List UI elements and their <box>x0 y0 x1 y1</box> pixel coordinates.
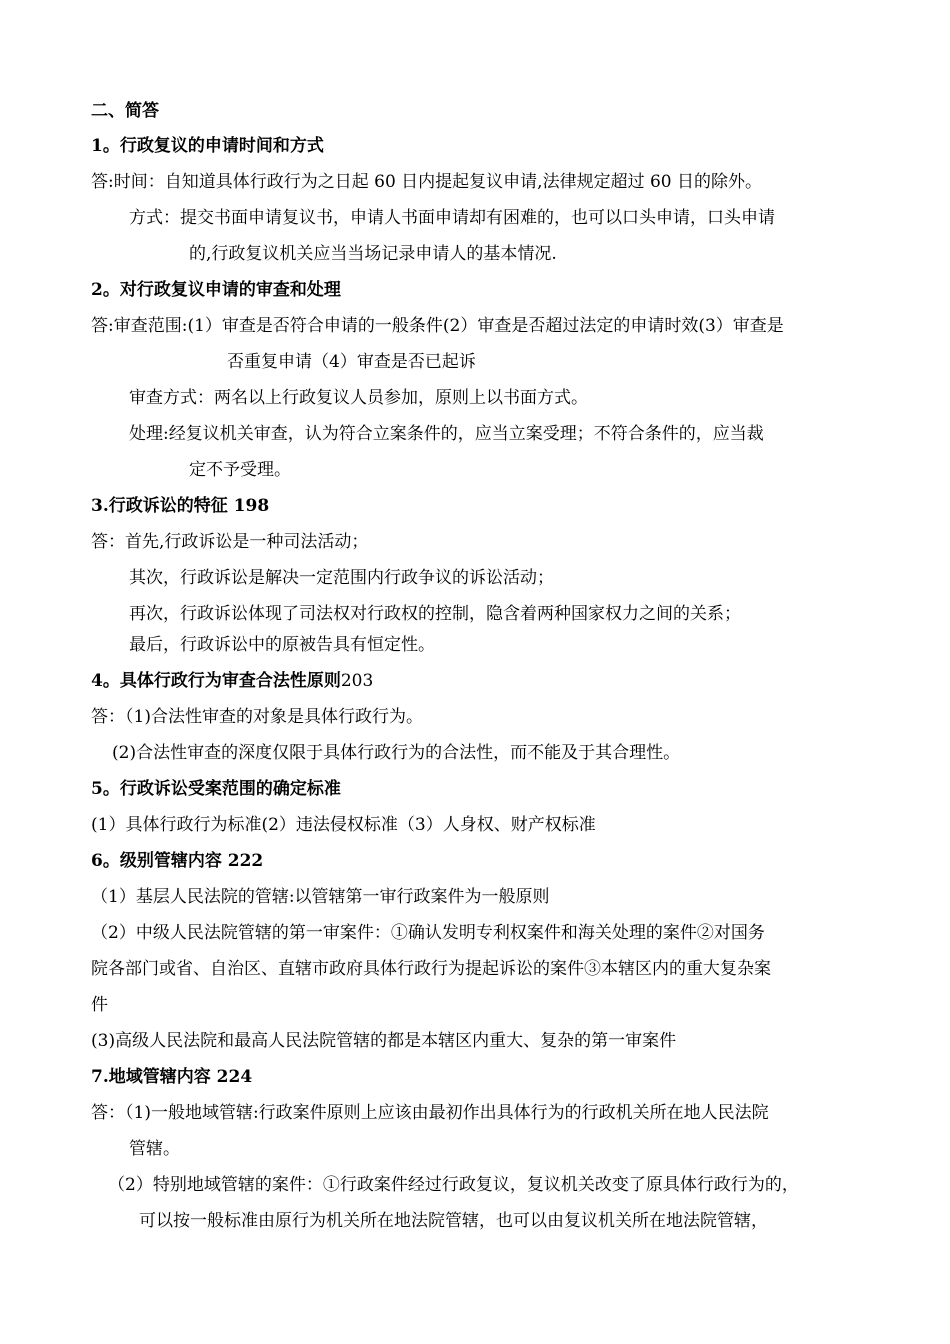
answer-3-line-4: 最后，行政诉讼中的原被告具有恒定性。 <box>129 635 435 655</box>
answer-7-line-4: 可以按一般标准由原行为机关所在地法院管辖，也可以由复议机关所在地法院管辖， <box>139 1211 768 1231</box>
answer-4-line-1: 答：（1)合法性审查的对象是具体行政行为。 <box>91 707 423 727</box>
answer-2-line-2: 否重复申请（4）审查是否已起诉 <box>227 352 476 372</box>
answer-3-line-1: 答：首先,行政诉讼是一种司法活动； <box>91 532 369 552</box>
question-4-page-number: 203 <box>340 671 374 691</box>
answer-2-line-4: 处理:经复议机关审查，认为符合立案条件的，应当立案受理；不符合条件的，应当裁 <box>129 424 764 444</box>
answer-6-line-1: （1）基层人民法院的管辖:以管辖第一审行政案件为一般原则 <box>91 887 550 907</box>
answer-7-line-3: （2）特别地域管辖的案件：①行政案件经过行政复议，复议机关改变了原具体行政行为的， <box>108 1175 799 1195</box>
answer-6-line-3: 院各部门或省、自治区、直辖市政府具体行政行为提起诉讼的案件③本辖区内的重大复杂案 <box>91 959 771 979</box>
answer-6-line-5: (3)高级人民法院和最高人民法院管辖的都是本辖区内重大、复杂的第一审案件 <box>91 1031 677 1051</box>
answer-7-line-1: 答：（1)一般地域管辖:行政案件原则上应该由最初作出具体行为的行政机关所在地人民法院 <box>91 1103 769 1123</box>
question-4-title: 4。具体行政行为审查合法性原则 <box>91 671 341 691</box>
answer-2-line-1: 答:审查范围:(1）审查是否符合申请的一般条件(2）审查是否超过法定的申请时效(3）审查是 <box>91 316 784 336</box>
answer-1-line-2: 方式：提交书面申请复议书，申请人书面申请却有困难的，也可以口头申请，口头申请 <box>129 208 775 228</box>
answer-2-line-3: 审查方式：两名以上行政复议人员参加，原则上以书面方式。 <box>129 388 588 408</box>
question-2-title: 2。对行政复议申请的审查和处理 <box>91 280 341 300</box>
answer-3-line-2: 其次，行政诉讼是解决一定范围内行政争议的诉讼活动； <box>129 568 554 588</box>
question-6-title: 6。级别管辖内容 222 <box>91 851 264 871</box>
question-7-title: 7.地域管辖内容 224 <box>91 1067 253 1087</box>
section-heading: 二、简答 <box>91 101 159 121</box>
question-1-title: 1。行政复议的申请时间和方式 <box>91 136 324 156</box>
answer-1-line-1: 答:时间：自知道具体行政行为之日起 60 日内提起复议申请,法律规定超过 60 日的除外。 <box>91 172 763 192</box>
answer-6-line-4: 件 <box>91 995 108 1015</box>
answer-5-line-1: (1）具体行政行为标准(2）违法侵权标准（3）人身权、财产权标准 <box>91 815 596 835</box>
answer-7-line-2: 管辖。 <box>129 1139 180 1159</box>
question-3-title: 3.行政诉讼的特征 198 <box>91 496 270 516</box>
answer-1-line-3: 的,行政复议机关应当当场记录申请人的基本情况. <box>189 244 557 264</box>
answer-4-line-2: (2)合法性审查的深度仅限于具体行政行为的合法性，而不能及于其合理性。 <box>112 743 681 763</box>
question-4-title-row <box>91 670 373 692</box>
question-5-title: 5。行政诉讼受案范围的确定标准 <box>91 779 341 799</box>
answer-2-line-5: 定不予受理。 <box>189 460 291 480</box>
answer-6-line-2: （2）中级人民法院管辖的第一审案件：①确认发明专利权案件和海关处理的案件②对国务 <box>91 923 765 943</box>
answer-3-line-3: 再次，行政诉讼体现了司法权对行政权的控制，隐含着两种国家权力之间的关系； <box>129 604 741 624</box>
